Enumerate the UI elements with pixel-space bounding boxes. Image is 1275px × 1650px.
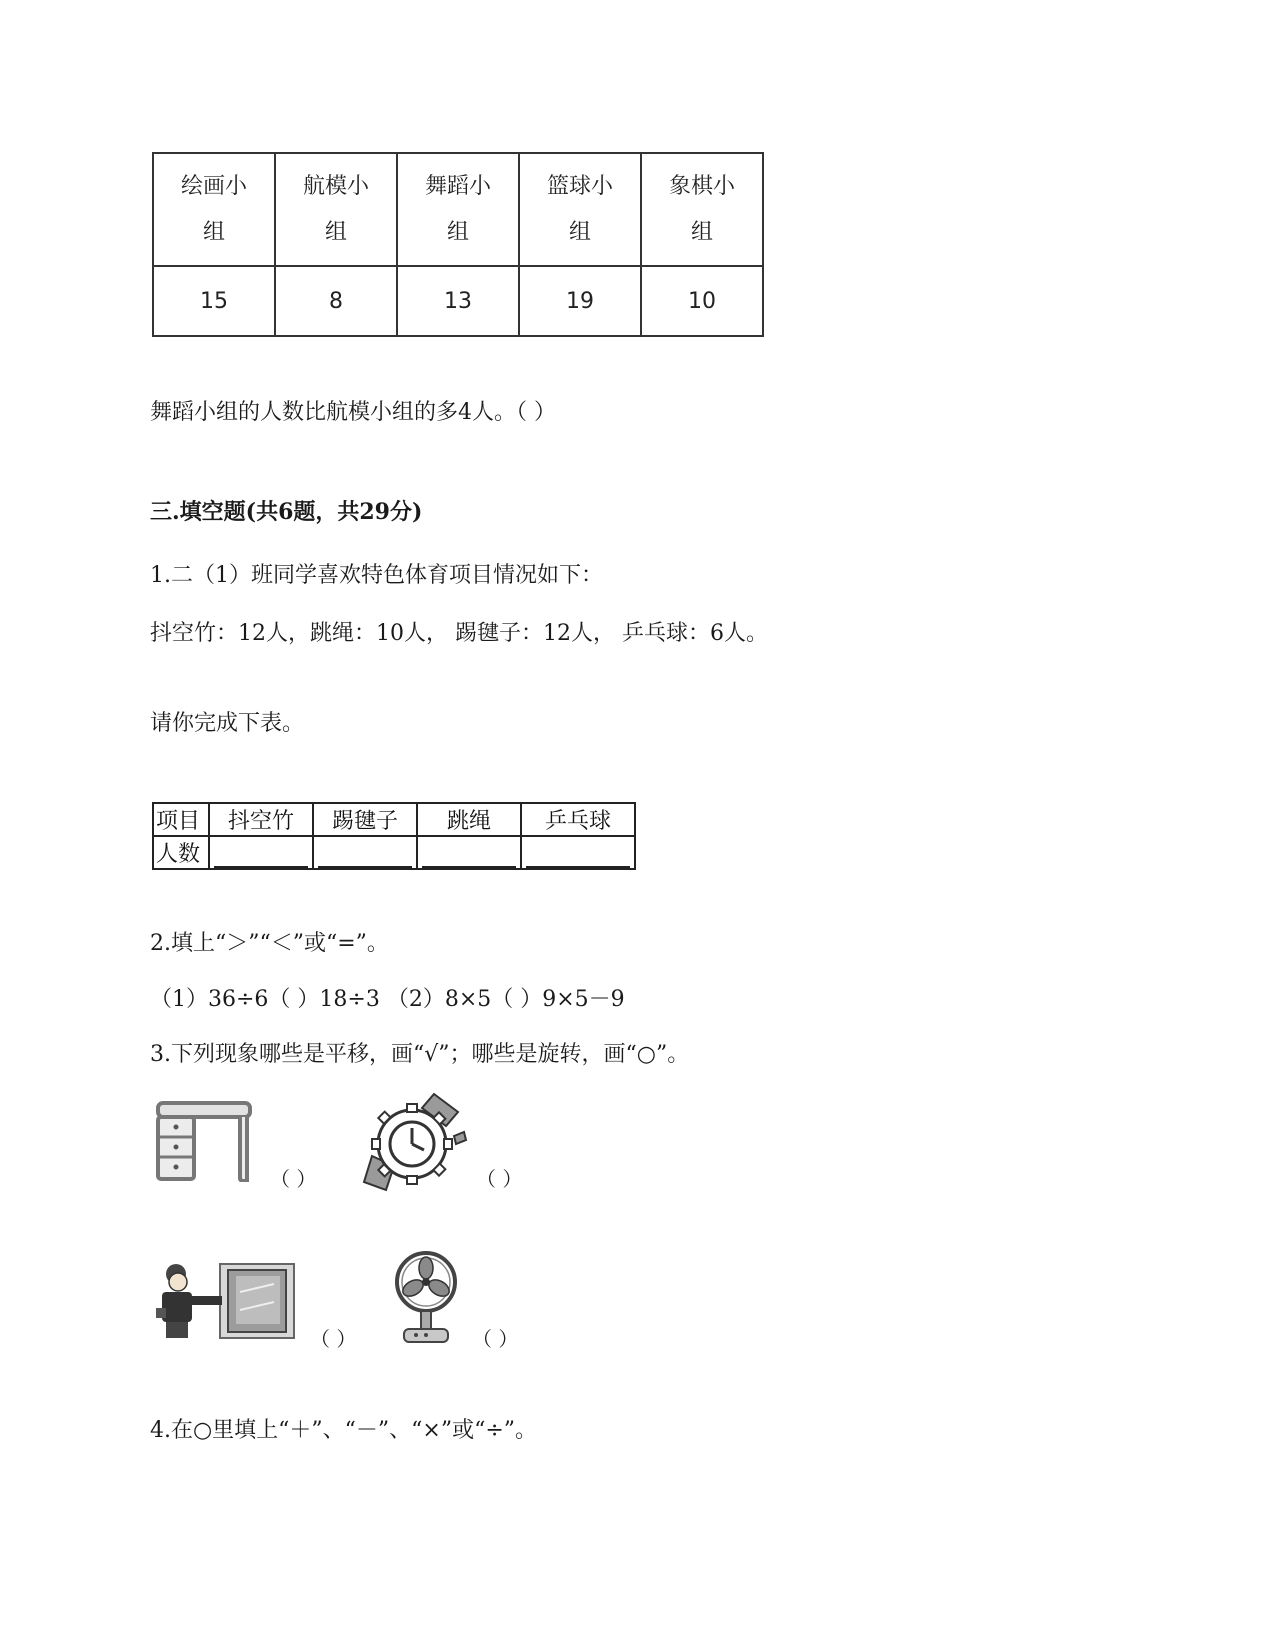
answer-paren[interactable]: （ ）	[310, 1327, 357, 1351]
q3-prompt: 3.下列现象哪些是平移，画“√”；哪些是旋转，画“○”。	[150, 1042, 690, 1067]
q1-data-line: 抖空竹：12人，跳绳：10人， 踢毽子：12人， 乒乓球：6人。	[150, 621, 768, 646]
groups-value-cell: 8	[275, 266, 397, 336]
sports-row-label: 项目	[153, 803, 209, 836]
q2-items: （1）36÷6（ ）18÷3 （2）8×5（ ）9×5－9	[150, 987, 625, 1012]
groups-value-cell: 10	[641, 266, 763, 336]
answer-blank[interactable]	[417, 836, 521, 869]
answer-paren[interactable]: （ ）	[472, 1327, 519, 1351]
sports-header-cell: 抖空竹	[209, 803, 313, 836]
groups-value-row	[153, 266, 763, 336]
desk-icon	[152, 1100, 256, 1182]
section-heading: 三.填空题(共6题，共29分)	[150, 499, 423, 525]
groups-header-cell: 舞蹈小 组	[397, 153, 519, 266]
groups-header-cell: 象棋小 组	[641, 153, 763, 266]
q1-instruction: 请你完成下表。	[150, 711, 305, 736]
blank-line	[526, 852, 630, 868]
true-false-statement: 舞蹈小组的人数比航模小组的多4人。（ ）	[150, 400, 556, 425]
blank-line	[422, 852, 516, 868]
answer-paren[interactable]: （ ）	[270, 1167, 317, 1191]
groups-table	[152, 152, 764, 337]
groups-value-cell: 15	[153, 266, 275, 336]
sports-header-cell: 乒乓球	[521, 803, 635, 836]
sports-row-label: 人数	[153, 836, 209, 869]
groups-header-row	[153, 153, 763, 266]
q2-prompt: 2.填上“＞”“＜”或“=”。	[150, 931, 389, 956]
blank-line	[318, 852, 412, 868]
fan-icon	[392, 1250, 460, 1346]
groups-header-cell: 篮球小 组	[519, 153, 641, 266]
window-icon	[156, 1262, 298, 1344]
groups-value-cell: 13	[397, 266, 519, 336]
groups-value-cell: 19	[519, 266, 641, 336]
answer-blank[interactable]	[209, 836, 313, 869]
answer-blank[interactable]	[521, 836, 635, 869]
sports-header-cell: 踢毽子	[313, 803, 417, 836]
groups-header-cell: 航模小 组	[275, 153, 397, 266]
answer-paren[interactable]: （ ）	[476, 1167, 523, 1191]
watch-icon	[358, 1090, 470, 1194]
sports-header-row	[153, 803, 635, 836]
q4-prompt: 4.在○里填上“＋”、“－”、“×”或“÷”。	[150, 1418, 538, 1443]
q1-intro: 1.二（1）班同学喜欢特色体育项目情况如下：	[150, 563, 603, 588]
groups-header-cell: 绘画小 组	[153, 153, 275, 266]
sports-header-cell: 跳绳	[417, 803, 521, 836]
sports-table	[152, 802, 636, 870]
sports-count-row	[153, 836, 635, 869]
blank-line	[214, 852, 308, 868]
answer-blank[interactable]	[313, 836, 417, 869]
